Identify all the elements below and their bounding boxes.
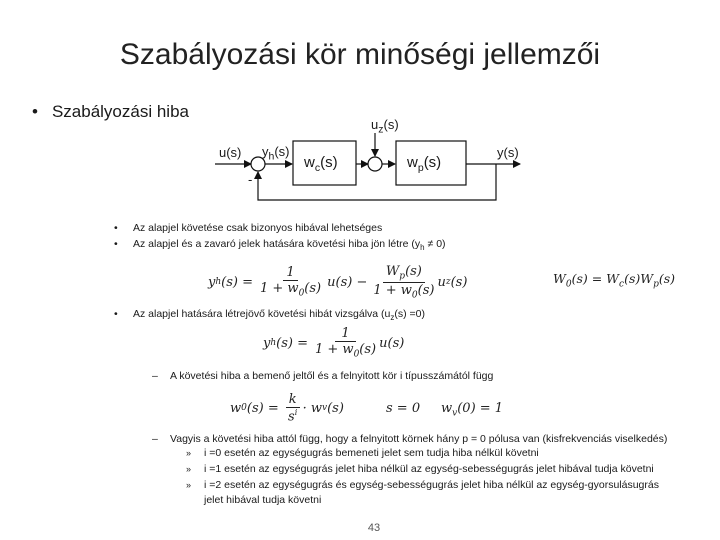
eq1-den2-main: 1 + w <box>373 282 412 298</box>
chevron-3: » <box>186 480 192 490</box>
eq1-den2-sub: 0 <box>411 290 418 301</box>
eq3-right-1: s = 0 <box>386 401 421 416</box>
eq3-lhs-paren: (s) = <box>246 400 279 416</box>
sub-bullet-text-1: A követési hiba a bemenő jeltől és a felnyitott kör i típusszámától függ <box>170 370 494 382</box>
eq1-lhs: y <box>208 274 216 290</box>
eq3-num: k <box>286 392 300 408</box>
eq2-num: 1 <box>335 326 355 342</box>
dash-1: – <box>152 370 158 382</box>
eq1-den1-main: 1 + w <box>260 281 299 297</box>
eqs-mid2: (s)W <box>624 271 654 286</box>
wc-label-sub: c <box>314 162 321 174</box>
eqs-mid: (s) = W <box>571 271 620 286</box>
eq2-end: u(s) <box>379 335 405 351</box>
u-label: u(s) <box>219 145 242 160</box>
eq3-right2-tail: (0) = 1 <box>457 401 504 416</box>
eq1-end-tail: (s) <box>450 274 468 290</box>
eq1-den1-tail: (s) <box>304 281 322 297</box>
eq3-right2-sub: v <box>452 408 458 419</box>
eq1-lhs-paren: (s) = <box>221 274 253 290</box>
eq2-lhs-sub: h <box>270 338 277 348</box>
open-loop-equation <box>553 271 675 290</box>
equation-3 <box>230 391 344 425</box>
ue-label-sub: z <box>378 123 384 136</box>
eq1-num1: 1 <box>283 265 297 281</box>
subsub-text-2: i =1 esetén az egységugrás jelet hiba nélkül az egység-sebességugrás jelet hibával tudja követni <box>204 463 654 475</box>
eq1-den2-tail: (s) <box>417 282 435 298</box>
bullet-dot: • <box>32 102 38 121</box>
main-bullet-text: Szabályozási hiba <box>51 102 189 121</box>
subsub-text-3-cont: jelet hibával tudja követni <box>204 494 322 506</box>
eqs-tail: (s) <box>658 271 676 286</box>
bullet-dot-2: • <box>114 238 118 250</box>
eqs-mid2-sub: p <box>653 279 659 290</box>
disturbance-junction <box>368 157 382 171</box>
eq3-den <box>288 408 297 424</box>
wp-label-sub: p <box>417 162 424 174</box>
eq1-end-sub: z <box>445 277 451 287</box>
sub-bullet-text-2: Vagyis a követési hiba attól függ, hogy a felnyitott körnek hány p = 0 pólusa van (kisfrekvenciás viselkedés) <box>170 433 668 445</box>
eq1-den1 <box>260 281 321 299</box>
eq1-lhs-sub: h <box>215 277 222 287</box>
eqs-lhs-sub: 0 <box>565 279 572 290</box>
yh-label-paren: (s) <box>274 144 290 159</box>
subsub-text-1: i =0 esetén az egységugrás bemeneti jelet sem tudja hiba nélkül követni <box>204 447 539 459</box>
subsub-text-3: i =2 esetén az egységugrás és egység-sebességugrás jelet hiba nélkül az egység-gyorsulásugrás <box>204 479 659 491</box>
bullet-text-2-sub: h <box>420 243 425 253</box>
eq3-tail-sub: v <box>322 403 328 413</box>
eqs-lhs: W <box>553 271 566 286</box>
eq2-den-tail: (s) <box>359 342 377 358</box>
wc-label-paren: (s) <box>320 154 338 171</box>
yh-label <box>262 144 290 163</box>
eq1-den2 <box>373 283 434 301</box>
eq3-den-sup: i <box>294 407 298 417</box>
chevron-1: » <box>186 448 192 458</box>
dash-2: – <box>152 433 158 445</box>
yh-label-main: y <box>262 144 269 159</box>
bullet-text-3-sub: z <box>390 313 395 323</box>
eq1-num2 <box>383 264 425 283</box>
eq3-fraction <box>286 392 300 424</box>
page-title: Szabályozási kör minőségi jellemzői <box>119 38 601 71</box>
wp-label <box>407 154 441 174</box>
eq2-den-sub: 0 <box>353 349 360 360</box>
minus-sign: - <box>248 172 253 187</box>
eq2-den <box>315 342 376 360</box>
ue-label-main: u <box>371 117 379 132</box>
eq1-end: u <box>437 274 446 290</box>
bullet-text-3-main: Az alapjel hatására létrejövő követési hibát vizsgálva (u <box>133 308 391 320</box>
eq3-lhs: w <box>230 400 242 416</box>
equation-1 <box>208 264 467 300</box>
eq1-den1-sub: 0 <box>298 288 305 299</box>
wc-label-main: w <box>304 154 315 171</box>
eq3-tail-paren: (s) <box>327 400 344 416</box>
eq2-den-main: 1 + w <box>315 342 354 358</box>
y-label: y(s) <box>497 145 519 160</box>
eq1-num2-sub: p <box>399 271 406 282</box>
bullet-dot-3: • <box>114 308 118 320</box>
bullet-text-1: Az alapjel követése csak bizonyos hibával lehetséges <box>133 222 383 234</box>
bullet-text-2 <box>133 238 446 252</box>
eq3-right-2 <box>441 401 503 419</box>
ue-label-paren: (s) <box>383 117 399 132</box>
eq3-den-main: s <box>288 409 295 425</box>
bullet-text-3-tail: (s) =0) <box>394 308 426 320</box>
eq1-fraction-2 <box>373 264 434 300</box>
eq3-tail: · w <box>302 400 323 416</box>
eq3-right2-main: w <box>441 401 453 416</box>
eqs-mid-sub: c <box>619 279 625 290</box>
ue-label <box>371 117 399 136</box>
eq1-mid: u(s) − <box>327 274 368 290</box>
bullet-text-2-main: Az alapjel és a zavaró jelek hatására követési hiba jön létre (y <box>133 238 421 250</box>
eq2-lhs: y <box>263 335 271 351</box>
wc-label <box>304 154 338 174</box>
equation-2 <box>263 326 404 360</box>
eq3-lhs-sub: 0 <box>241 403 247 413</box>
page-number: 43 <box>367 522 381 534</box>
eq1-num2-tail: (s) <box>405 263 422 279</box>
eq1-num2-main: W <box>385 263 400 279</box>
chevron-2: » <box>186 464 192 474</box>
eq2-fraction <box>315 326 376 360</box>
eq2-lhs-paren: (s) = <box>276 335 308 351</box>
bullet-dot-1: • <box>114 222 118 234</box>
bullet-text-3 <box>133 308 425 322</box>
eq1-fraction-1 <box>260 265 321 299</box>
bullet-text-2-tail: ≠ 0) <box>424 238 446 250</box>
wp-label-main: w <box>407 154 418 171</box>
yh-label-sub: h <box>268 150 275 163</box>
wp-label-paren: (s) <box>423 154 442 171</box>
